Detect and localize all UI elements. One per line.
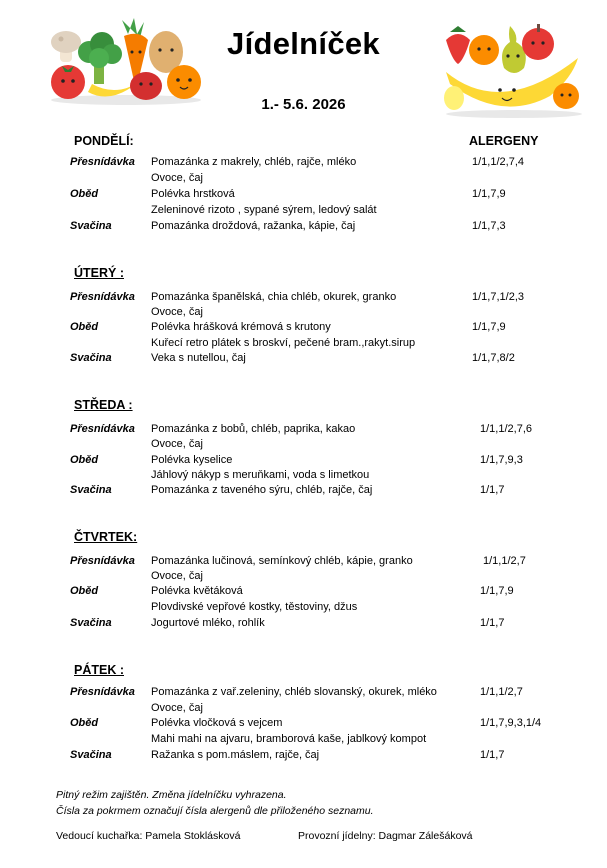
meal-item: Pomazánka z vař.zeleniny, chléb slovanský, okurek, mléko [151,686,437,698]
meal-item: Polévka hrstková [151,188,235,200]
meal-type: Oběd [70,454,99,466]
meal-item: Ovoce, čaj [151,306,203,318]
allergen-codes: 1/1,7,3 [472,220,506,232]
meal-item: Ovoce, čaj [151,570,203,582]
allergen-codes: 1/1,7 [480,617,505,629]
day-heading-wednesday: STŘEDA : [74,398,133,412]
meal-item: Jogurtové mléko, rohlík [151,617,265,629]
day-heading-tuesday: ÚTERÝ : [74,266,124,280]
allergen-codes: 1/1,7,1/2,3 [472,291,524,303]
meal-type: Přesnídávka [70,686,135,698]
meal-item: Pomazánka lučinová, semínkový chléb, kápie, granko [151,555,413,567]
allergen-codes: 1/1,7,9 [480,585,514,597]
allergen-codes: 1/1,7,9,3,1/4 [480,717,542,729]
meal-type: Svačina [70,352,112,364]
meal-type: Oběd [70,321,99,333]
meal-item: Polévka kyselice [151,454,233,466]
meal-type: Přesnídávka [70,156,135,168]
meal-type: Svačina [70,484,112,496]
meal-type: Svačina [70,617,112,629]
meal-type: Svačina [70,749,112,761]
meal-item: Ovoce, čaj [151,702,203,714]
meal-type: Oběd [70,585,99,597]
allergen-codes: 1/1,1/2,7 [480,686,523,698]
meal-item: Polévka vločková s vejcem [151,717,283,729]
meal-type: Svačina [70,220,112,232]
day-heading-thursday: ČTVRTEK: [74,530,138,544]
meal-item: Ovoce, čaj [151,438,203,450]
day-heading-monday: PONDĚLÍ: [74,134,134,148]
page-title: Jídelníček [227,26,380,61]
allergen-codes: 1/1,7,9,3 [480,454,523,466]
meal-item: Jáhlový nákyp s meruňkami, voda s limetkou [151,469,370,481]
meal-type: Oběd [70,717,99,729]
meal-item: Zeleninové rizoto , sypané sýrem, ledový salát [151,204,377,216]
tomato-icon [51,65,85,99]
head-cook: Vedoucí kuchařka: Pamela Stoklásková [56,830,241,842]
canteen-manager: Provozní jídelny: Dagmar Zálešáková [298,830,473,842]
meal-type: Oběd [70,188,99,200]
meal-item: Mahi mahi na ajvaru, bramborová kaše, jablkový kompot [151,733,427,745]
meal-item: Veka s nutellou, čaj [151,352,246,364]
meal-type: Přesnídávka [70,555,135,567]
note-drinking: Pitný režim zajištěn. Změna jídelníčku vyhrazena. [56,789,287,801]
meal-item: Pomazánka z bobů, chléb, paprika, kakao [151,423,356,435]
day-heading-friday: PÁTEK : [74,663,124,677]
meal-item: Ovoce, čaj [151,172,203,184]
allergen-codes: 1/1,7 [480,749,505,761]
meal-type: Přesnídávka [70,291,135,303]
meal-item: Kuřecí retro plátek s broskví, pečené bram.,rakyt.sirup [151,337,416,349]
meal-item: Pomazánka droždová, ražanka, kápie, čaj [151,220,356,232]
orange-icon [167,65,201,99]
meal-item: Ražanka s pom.máslem, rajče, čaj [151,749,320,761]
meal-type: Přesnídávka [70,423,135,435]
allergen-codes: 1/1,7,9 [472,188,506,200]
allergens-header: ALERGENY [469,134,539,148]
banana-icon [88,84,136,97]
allergen-codes: 1/1,7 [480,484,505,496]
allergen-codes: 1/1,1/2,7,6 [480,423,532,435]
meal-item: Polévka hrášková krémová s krutony [151,321,331,333]
meal-item: Pomazánka z makrely, chléb, rajče, mléko [151,156,357,168]
allergen-codes: 1/1,1/2,7,4 [472,156,524,168]
meal-item: Plovdivské vepřové kostky, těstoviny, džus [151,601,358,613]
meal-item: Pomazánka z taveného sýru, chléb, rajče, čaj [151,484,373,496]
note-allergens: Čísla za pokrmem označují čísla alergenů dle přiloženého seznamu. [56,805,374,817]
meal-item: Pomazánka španělská, chia chléb, okurek, granko [151,291,397,303]
allergen-codes: 1/1,7,9 [472,321,506,333]
allergen-codes: 1/1,1/2,7 [483,555,526,567]
meal-item: Polévka květáková [151,585,243,597]
date-range: 1.- 5.6. 2026 [261,96,346,113]
allergen-codes: 1/1,7,8/2 [472,352,515,364]
